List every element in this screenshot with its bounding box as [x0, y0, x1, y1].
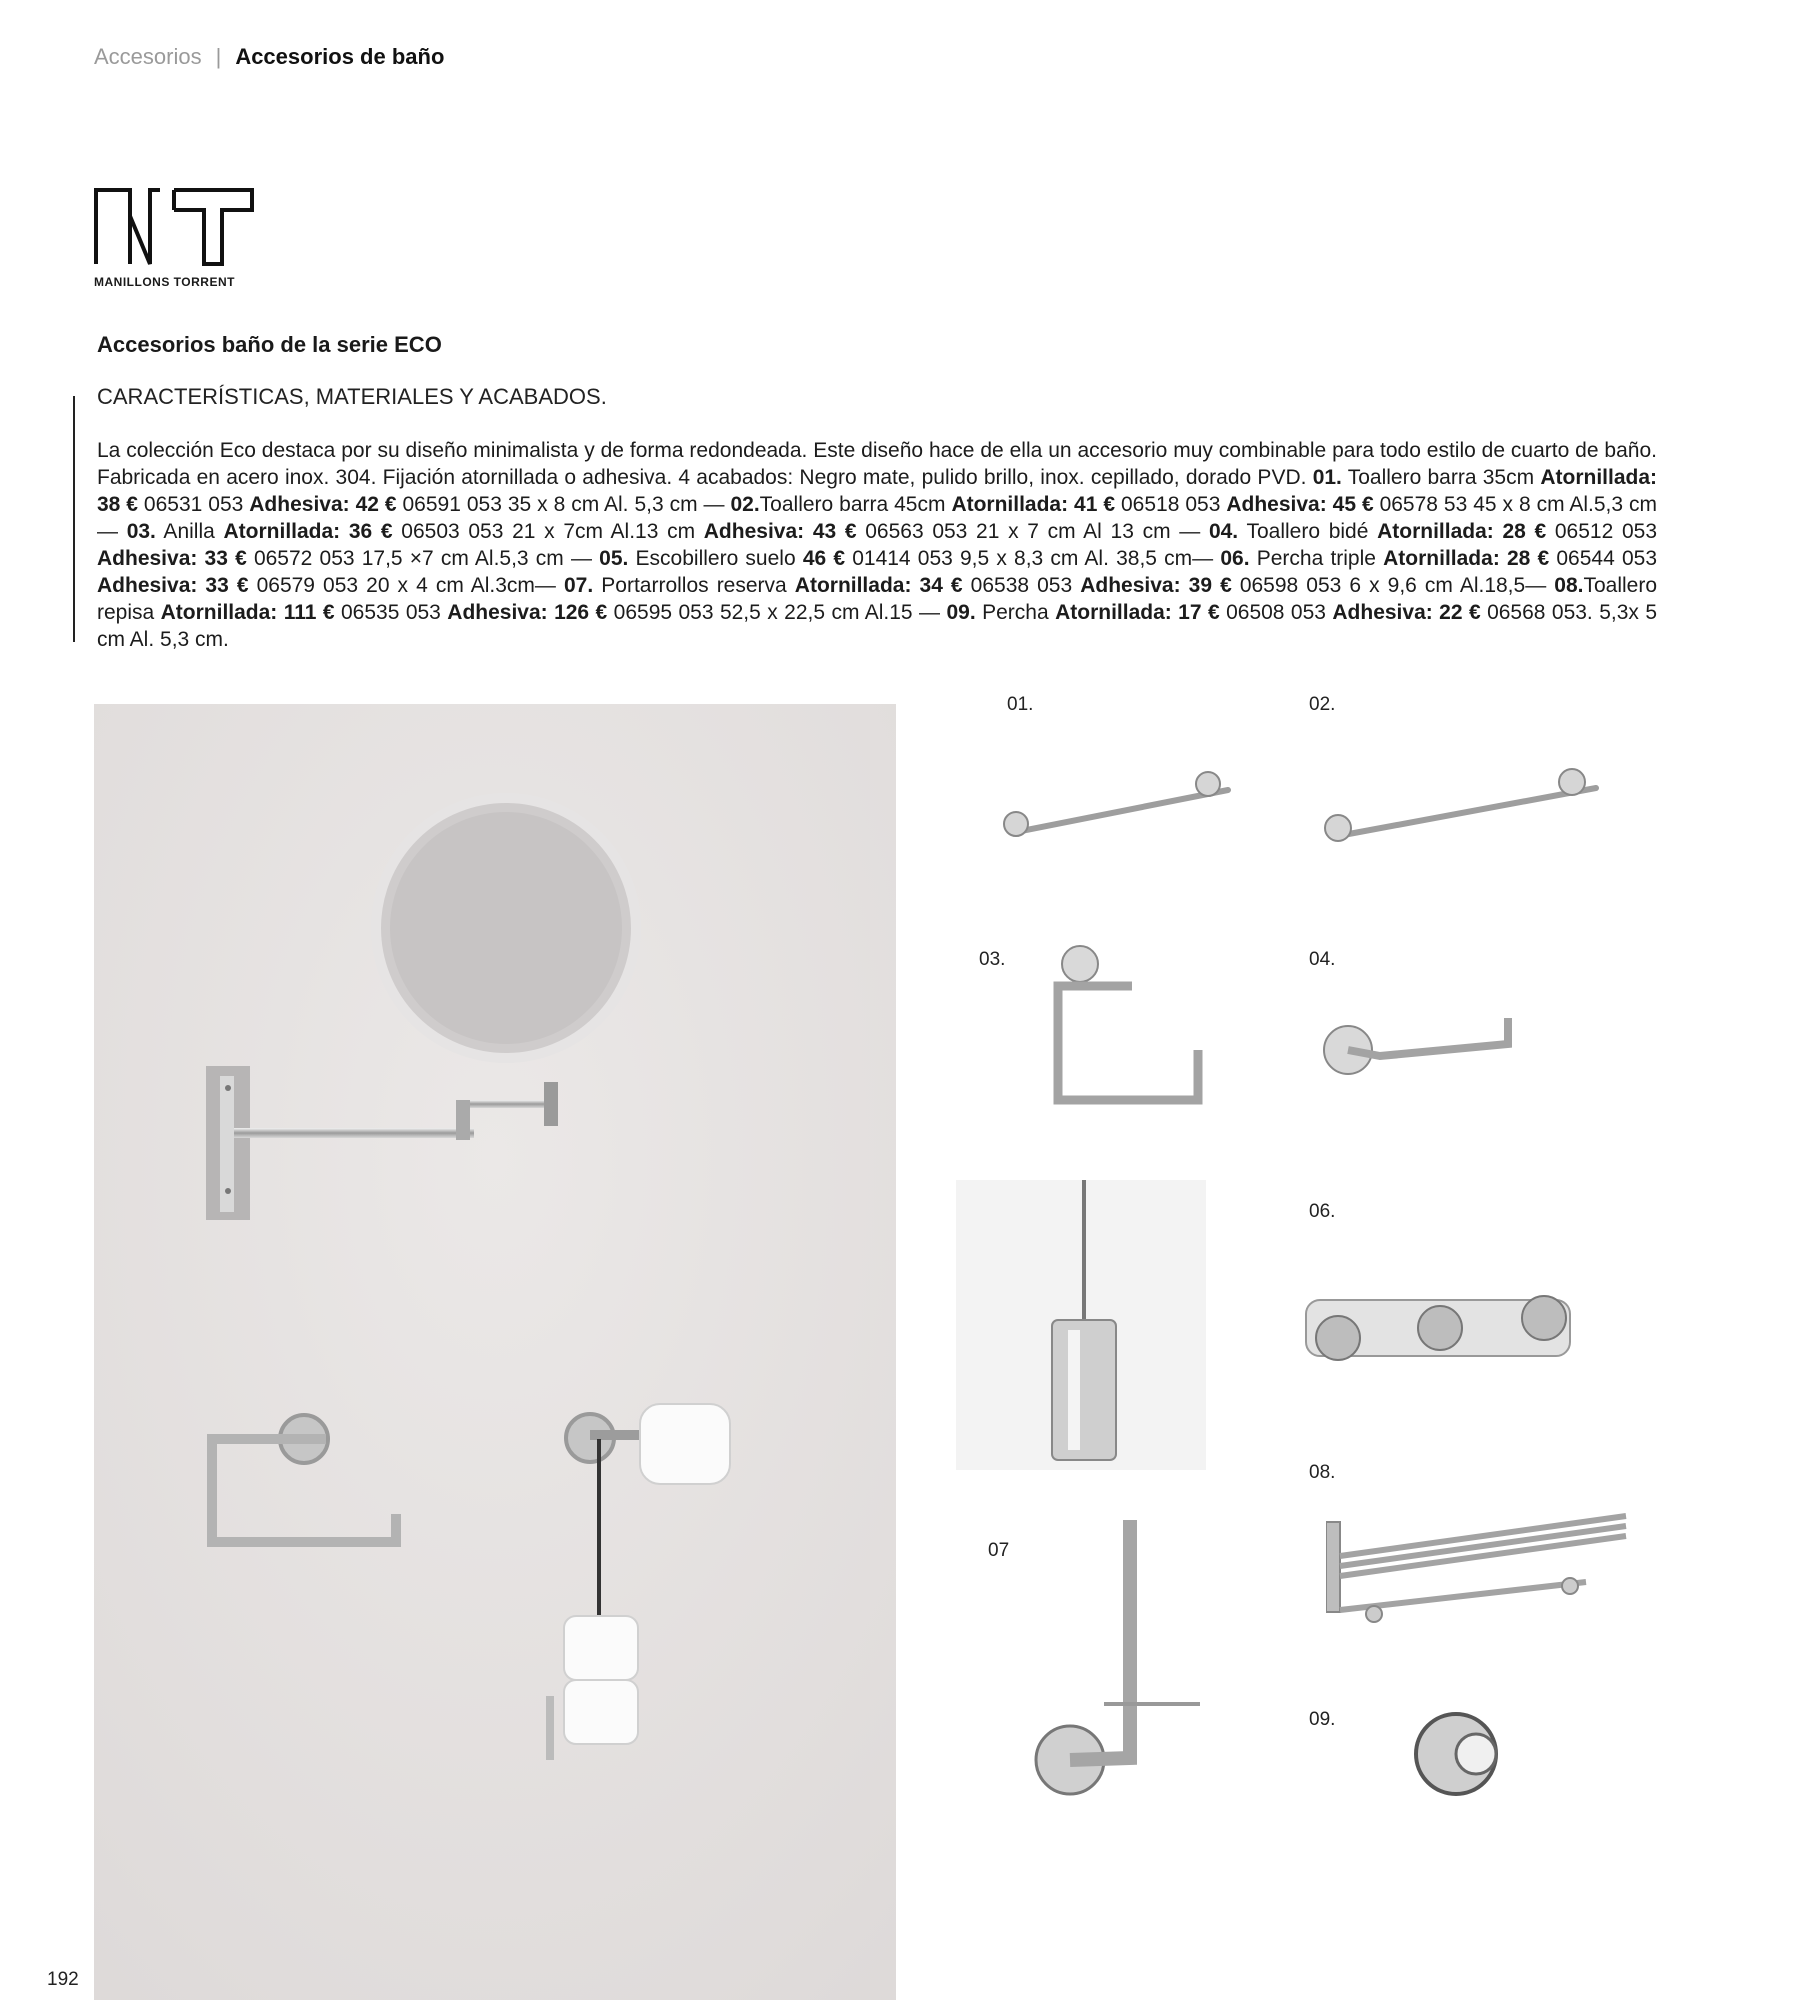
description-text-run: 06595 053 52,5 x 22,5 cm Al.15 — [607, 601, 947, 624]
description-bold-run: 09. [946, 601, 976, 624]
towel-bar-icon [1316, 760, 1602, 850]
description-bold-run: Atornillada: 38 € [97, 466, 1658, 516]
breadcrumb-separator: | [215, 44, 222, 69]
description-text-run: 06568 053. 5,3x 5 cm Al. 5,3 cm. [97, 601, 1657, 651]
product-number: 01. [1007, 694, 1034, 715]
description-text-run: 06578 53 45 x 8 cm Al.5,3 cm — [97, 493, 1658, 543]
description-bold-run: Atornillada: 111 € [160, 601, 335, 624]
brand-logo [94, 186, 264, 289]
description-text-run: Percha [975, 601, 1056, 624]
description-text-run: Toallero barra 35cm [1341, 466, 1541, 489]
description-bold-run: Atornillada: 28 € [1383, 547, 1550, 570]
product-number: 08. [1309, 1462, 1336, 1483]
product-number: 09. [1309, 1709, 1336, 1730]
description-bold-run: Adhesiva: 43 € [703, 520, 857, 543]
product-number: 06. [1309, 1201, 1336, 1222]
description-text-run: 06598 053 6 x 9,6 cm Al.18,5— [1231, 574, 1555, 597]
breadcrumb [94, 44, 444, 70]
description-text-run: Portarrollos reserva [593, 574, 795, 597]
spare-roll-holder-icon [1030, 1520, 1210, 1810]
product-number: 04. [1309, 949, 1336, 970]
description-text-run: 01414 053 9,5 x 8,3 cm Al. 38,5 cm— [845, 547, 1221, 570]
breadcrumb-current: Accesorios de baño [235, 44, 445, 69]
description-bold-run: Atornillada: 34 € [794, 574, 963, 597]
description-text-run: 06579 053 20 x 4 cm Al.3cm— [248, 574, 564, 597]
description-text-run: 06544 053 [1549, 547, 1657, 570]
description-bold-run: Atornillada: 36 € [223, 520, 393, 543]
description-bold-run: Atornillada: 17 € [1055, 601, 1220, 624]
description-text-run: 06518 053 [1115, 493, 1227, 516]
description-bold-run: Adhesiva: 45 € [1226, 493, 1374, 516]
description-bold-run: 05. [599, 547, 629, 570]
towel-shelf-icon [1326, 1486, 1636, 1636]
description-text-run: 06563 053 21 x 7 cm Al 13 cm — [856, 520, 1209, 543]
description-bold-run: Adhesiva: 33 € [97, 547, 247, 570]
lifestyle-photo [94, 704, 896, 2000]
product-number: 02. [1309, 694, 1336, 715]
description-bold-run: 08. [1554, 574, 1584, 597]
description-text-run: Toallero bidé [1238, 520, 1378, 543]
description-text-run: La colección Eco destaca por su diseño minimalista y de forma redondeada. Este diseño hace de ella un accesorio muy combinable para todo estilo de cuarto de baño. Fabricada en acero inox. 304. Fijación atornillada o adhesiva. 4 acabados: Negro mate, pulido brillo, inox. cepillado, dorado PVD. [97, 439, 1657, 489]
towel-bar-icon [996, 760, 1236, 840]
description-text-run: 06572 053 17,5 ×7 cm Al.5,3 cm — [246, 547, 600, 570]
product-number: 03. [979, 949, 1006, 970]
toilet-brush-icon [956, 1180, 1206, 1470]
description-text-run: 06535 053 [334, 601, 448, 624]
description-text-run: Toallero barra 45cm [759, 493, 952, 516]
section-title: Accesorios baño de la serie ECO [97, 332, 442, 357]
page-number: 192 [47, 1969, 79, 1990]
description-bold-run: 04. [1208, 520, 1239, 543]
brand-name: MANILLONS TORRENT [94, 275, 235, 289]
text-margin-bar [73, 396, 75, 642]
description-bold-run: 07. [564, 574, 594, 597]
description-bold-run: 01. [1312, 466, 1342, 489]
description-text-run: Percha triple [1249, 547, 1384, 570]
description-bold-run: Adhesiva: 22 € [1332, 601, 1481, 624]
description-text-run: Anilla [155, 520, 224, 543]
description-text-run: 06538 053 [962, 574, 1081, 597]
description-text-run: 06512 053 [1546, 520, 1657, 543]
product-description [97, 437, 1657, 653]
mt-logo-icon [94, 186, 254, 266]
description-bold-run: 06. [1220, 547, 1250, 570]
section-subtitle: CARACTERÍSTICAS, MATERIALES Y ACABADOS. [97, 384, 607, 409]
description-text-run: Toallero repisa [97, 574, 1658, 624]
description-bold-run: Adhesiva: 39 € [1080, 574, 1232, 597]
description-bold-run: 03. [126, 520, 156, 543]
description-text-run: 06531 053 [137, 493, 250, 516]
description-bold-run: Atornillada: 41 € [951, 493, 1116, 516]
description-text-run: 06508 053 [1219, 601, 1333, 624]
description-bold-run: 02. [730, 493, 760, 516]
bathroom-accessories-photo [94, 704, 896, 2000]
description-bold-run: Adhesiva: 42 € [249, 493, 397, 516]
towel-ring-icon [1040, 940, 1210, 1110]
description-text-run: 06503 053 21 x 7cm Al.13 cm [392, 520, 704, 543]
triple-hook-icon [1290, 1280, 1590, 1370]
breadcrumb-section[interactable]: Accesorios [94, 44, 202, 69]
description-bold-run: 46 € [802, 547, 846, 570]
description-bold-run: Adhesiva: 33 € [97, 574, 249, 597]
product-number: 07 [988, 1540, 1010, 1561]
bidet-towel-holder-icon [1320, 1010, 1520, 1090]
description-bold-run: Adhesiva: 126 € [447, 601, 608, 624]
description-text-run: 06591 053 35 x 8 cm Al. 5,3 cm — [396, 493, 731, 516]
description-bold-run: Atornillada: 28 € [1377, 520, 1547, 543]
description-text-run: Escobillero suelo [628, 547, 803, 570]
robe-hook-icon [1402, 1698, 1522, 1808]
